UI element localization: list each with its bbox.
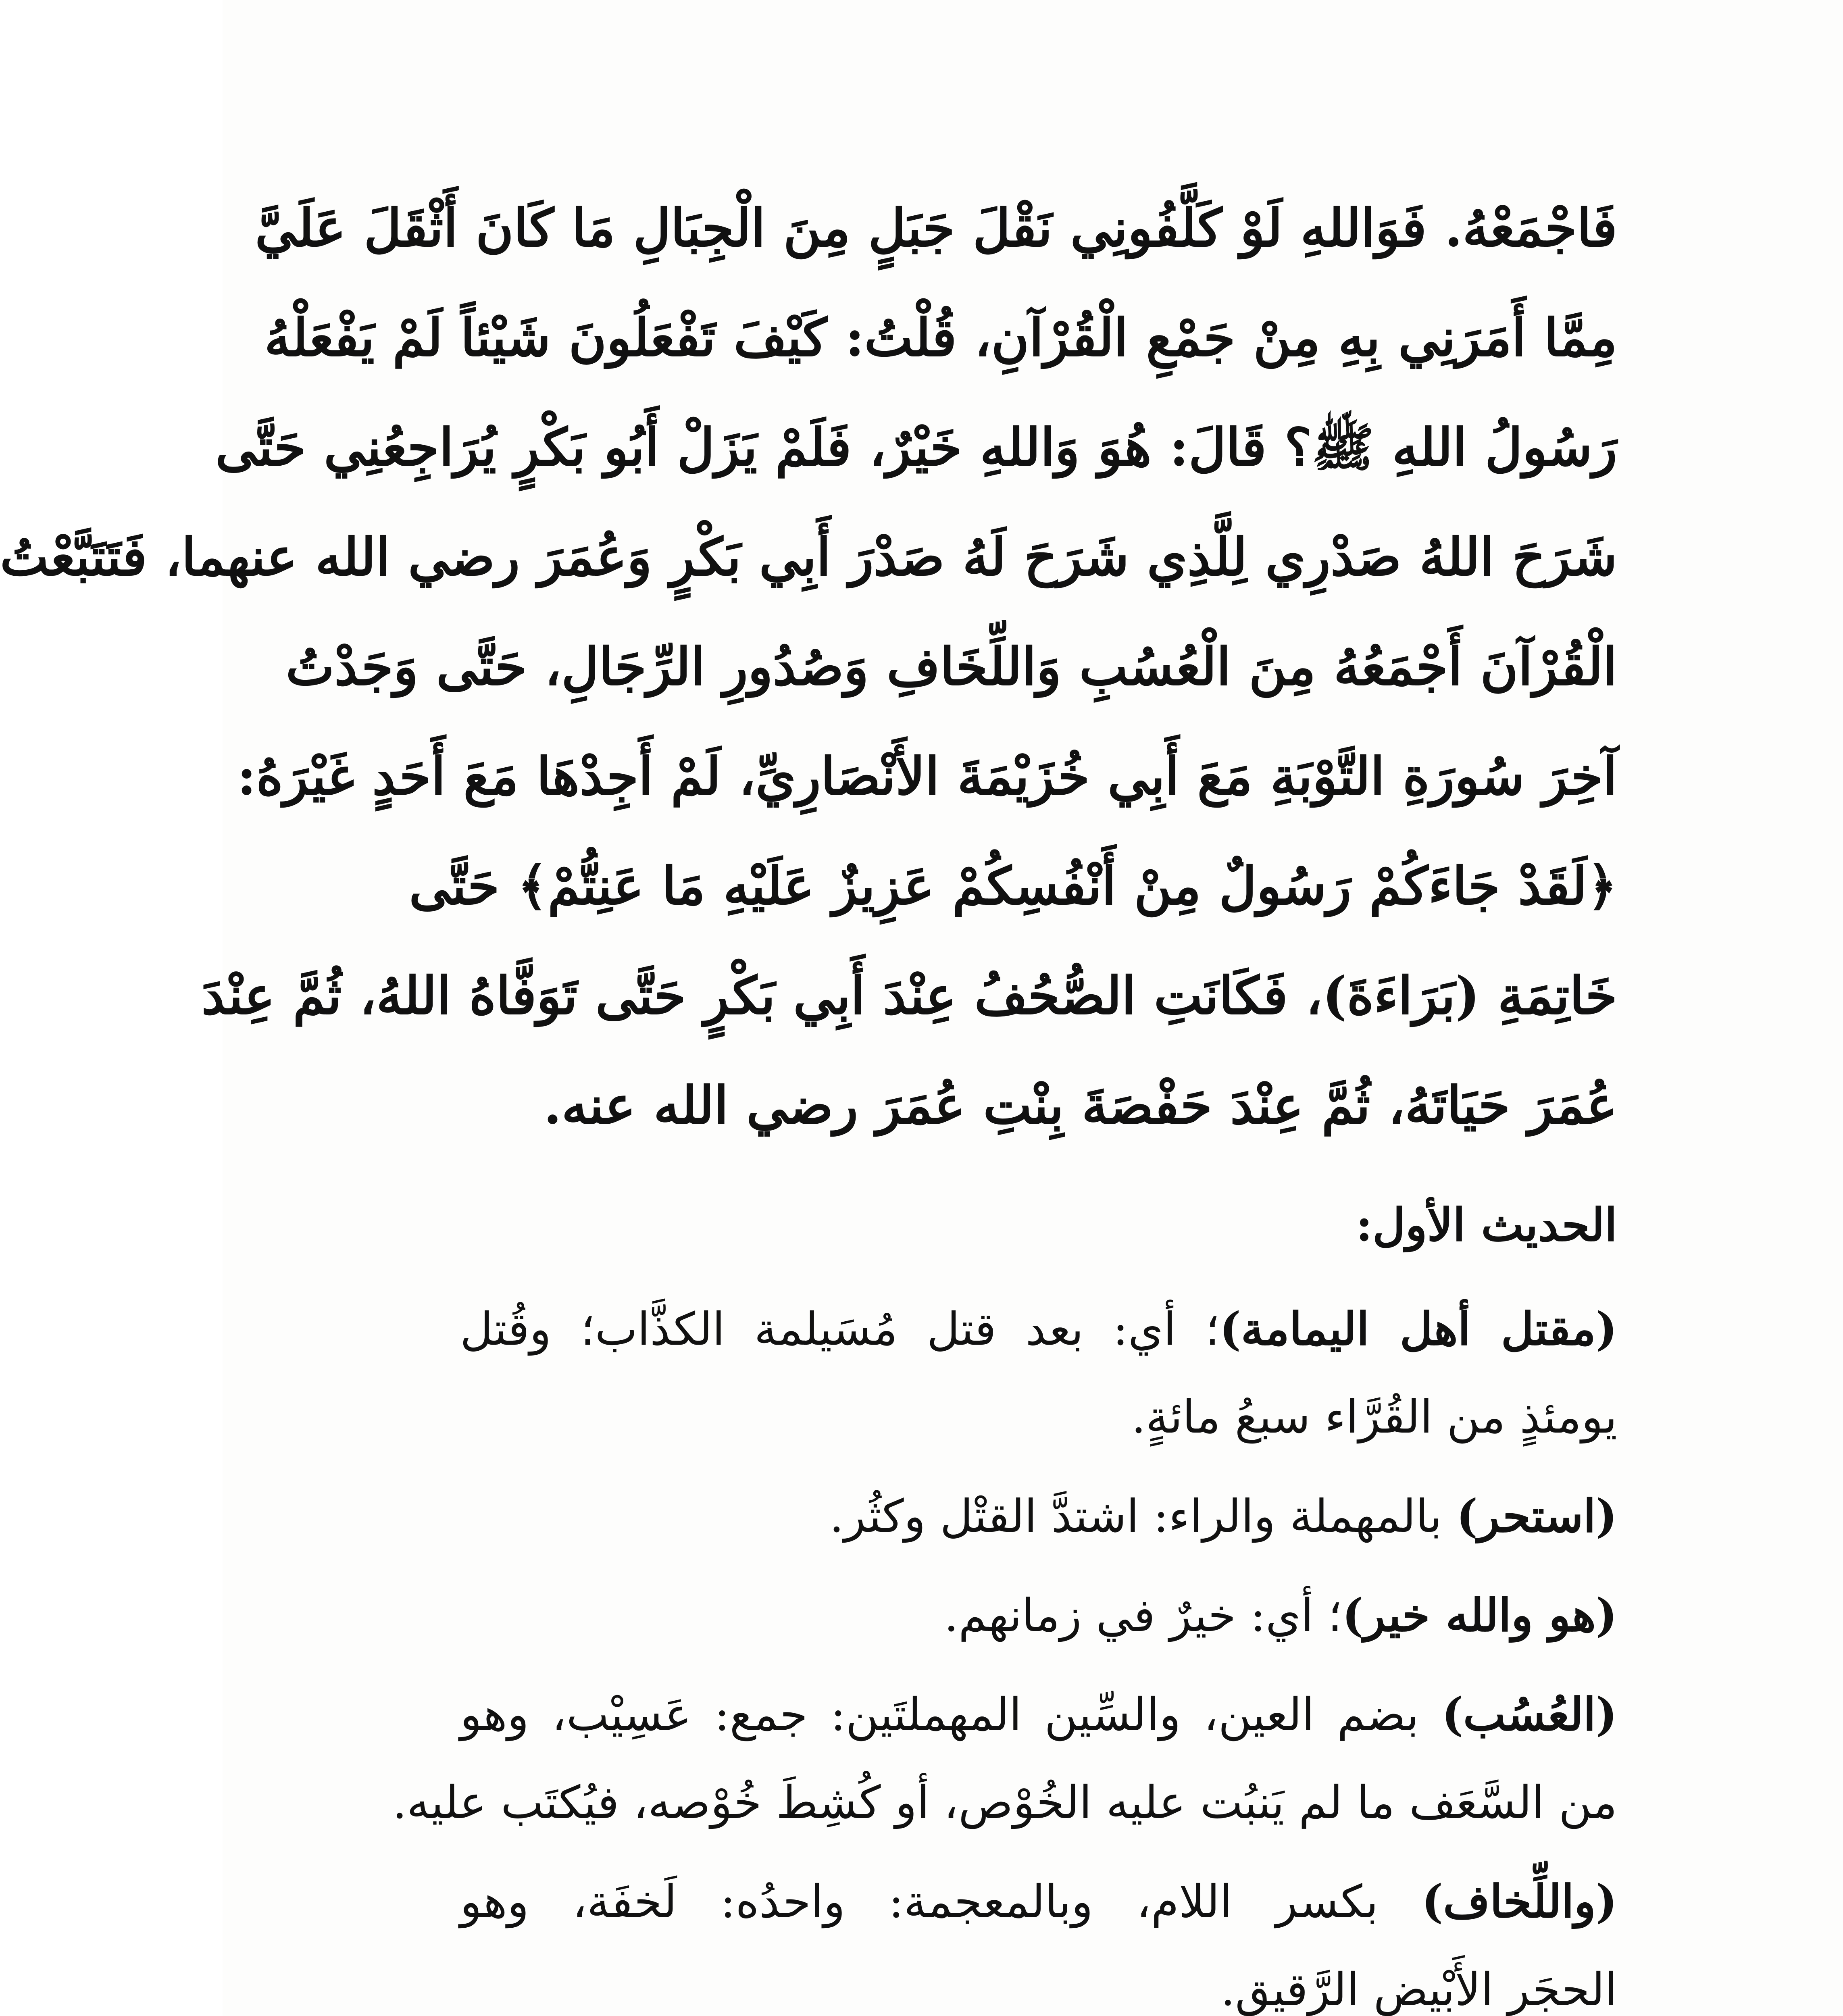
hadith-text — [0, 173, 1617, 1160]
note-term: (هو والله خير) — [1342, 1589, 1617, 1642]
hadith-line: آخِرَ سُورَةِ التَّوْبَةِ مَعَ أَبِي خُزَيْمَةَ الأَنْصَارِيِّ، لَمْ أَجِدْهَا مَعَ أَحَدٍ غَيْرَهُ: — [237, 746, 1617, 807]
note-paragraph — [460, 1858, 1617, 2016]
note-paragraph — [460, 1285, 1617, 1461]
note-line — [460, 1671, 1617, 1759]
note-paragraph — [392, 1671, 1617, 1847]
note-term: (العُسُب) — [1441, 1688, 1617, 1741]
quran-verse-line: ﴿لَقَدْ جَاءَكُمْ رَسُولٌ مِنْ أَنْفُسِكُمْ عَزِيزٌ عَلَيْهِ مَا عَنِتُّمْ﴾ حَتَّى — [409, 856, 1617, 916]
section-heading: الحديث الأول: — [1356, 1199, 1617, 1252]
hadith-line: الْقُرْآنَ أَجْمَعُهُ مِنَ الْعُسُبِ وَاللِّخَافِ وَصُدُورِ الرِّجَالِ، حَتَّى وَجَدْتُ — [285, 637, 1617, 697]
note-line: من السَّعَف ما لم يَنبُت عليه الخُوْص، أو كُشِطَ خُوْصه، فيُكتَب عليه. — [392, 1776, 1617, 1829]
note-text: بالمهملة والراء: اشتدَّ القتْل وكثُر. — [829, 1490, 1457, 1543]
commentary — [392, 1181, 1618, 2016]
note-line: الحجَر الأَبْيض الرَّقيق. — [1220, 1964, 1617, 2016]
note-text: بكسر اللام، وبالمعجمة: واحدُه: لَخفَة، وهو — [460, 1876, 1422, 1928]
hadith-line: عُمَرَ حَيَاتَهُ، ثُمَّ عِنْدَ حَفْصَةَ بِنْتِ عُمَرَ رضي الله عنه. — [544, 1075, 1617, 1136]
hadith-line: خَاتِمَةِ (بَرَاءَةَ)، فَكَانَتِ الصُّحُفُ عِنْدَ أَبِي بَكْرٍ حَتَّى تَوَفَّاهُ اللهُ، ثُمَّ عِنْدَ — [201, 966, 1617, 1026]
hadith-line: مِمَّا أَمَرَنِي بِهِ مِنْ جَمْعِ الْقُرْآنِ، قُلْتُ: كَيْفَ تَفْعَلُونَ شَيْئاً لَمْ يَفْعَلْهُ — [264, 308, 1617, 368]
hadith-line: فَاجْمَعْهُ. فَوَاللهِ لَوْ كَلَّفُونِي نَقْلَ جَبَلٍ مِنَ الْجِبَالِ مَا كَانَ أَثْقَلَ عَلَيَّ — [255, 198, 1617, 258]
note-paragraph — [460, 1572, 1617, 1660]
note-paragraph — [460, 1472, 1617, 1560]
note-line: يومئذٍ من القُرَّاء سبعُ مائةٍ. — [1131, 1391, 1617, 1443]
note-term: (مقتل أهل اليمامة) — [1219, 1303, 1618, 1356]
note-line — [460, 1572, 1617, 1660]
note-text: ؛ أي: بعد قتل مُسَيلمة الكذَّاب؛ وقُتل — [460, 1303, 1220, 1356]
hadith-line: رَسُولُ اللهِ ﷺ؟ قَالَ: هُوَ وَاللهِ خَيْرٌ، فَلَمْ يَزَلْ أَبُو بَكْرٍ يُرَاجِعُنِي حَتَّى — [215, 417, 1617, 478]
note-term: (استحر) — [1456, 1490, 1617, 1543]
hadith-line: شَرَحَ اللهُ صَدْرِي لِلَّذِي شَرَحَ لَهُ صَدْرَ أَبِي بَكْرٍ وَعُمَرَ رضي الله عنهما، فَتَتَبَّعْتُ — [0, 527, 1617, 587]
note-text: بضم العين، والسِّين المهملتَين: جمع: عَسِيْب، وهو — [460, 1689, 1442, 1741]
note-text: ؛ أي: خيرٌ في زمانهم. — [944, 1589, 1342, 1642]
note-line — [460, 1285, 1617, 1373]
note-term: (واللِّخاف) — [1422, 1875, 1617, 1928]
note-line — [460, 1472, 1617, 1560]
note-line — [460, 1858, 1617, 1946]
